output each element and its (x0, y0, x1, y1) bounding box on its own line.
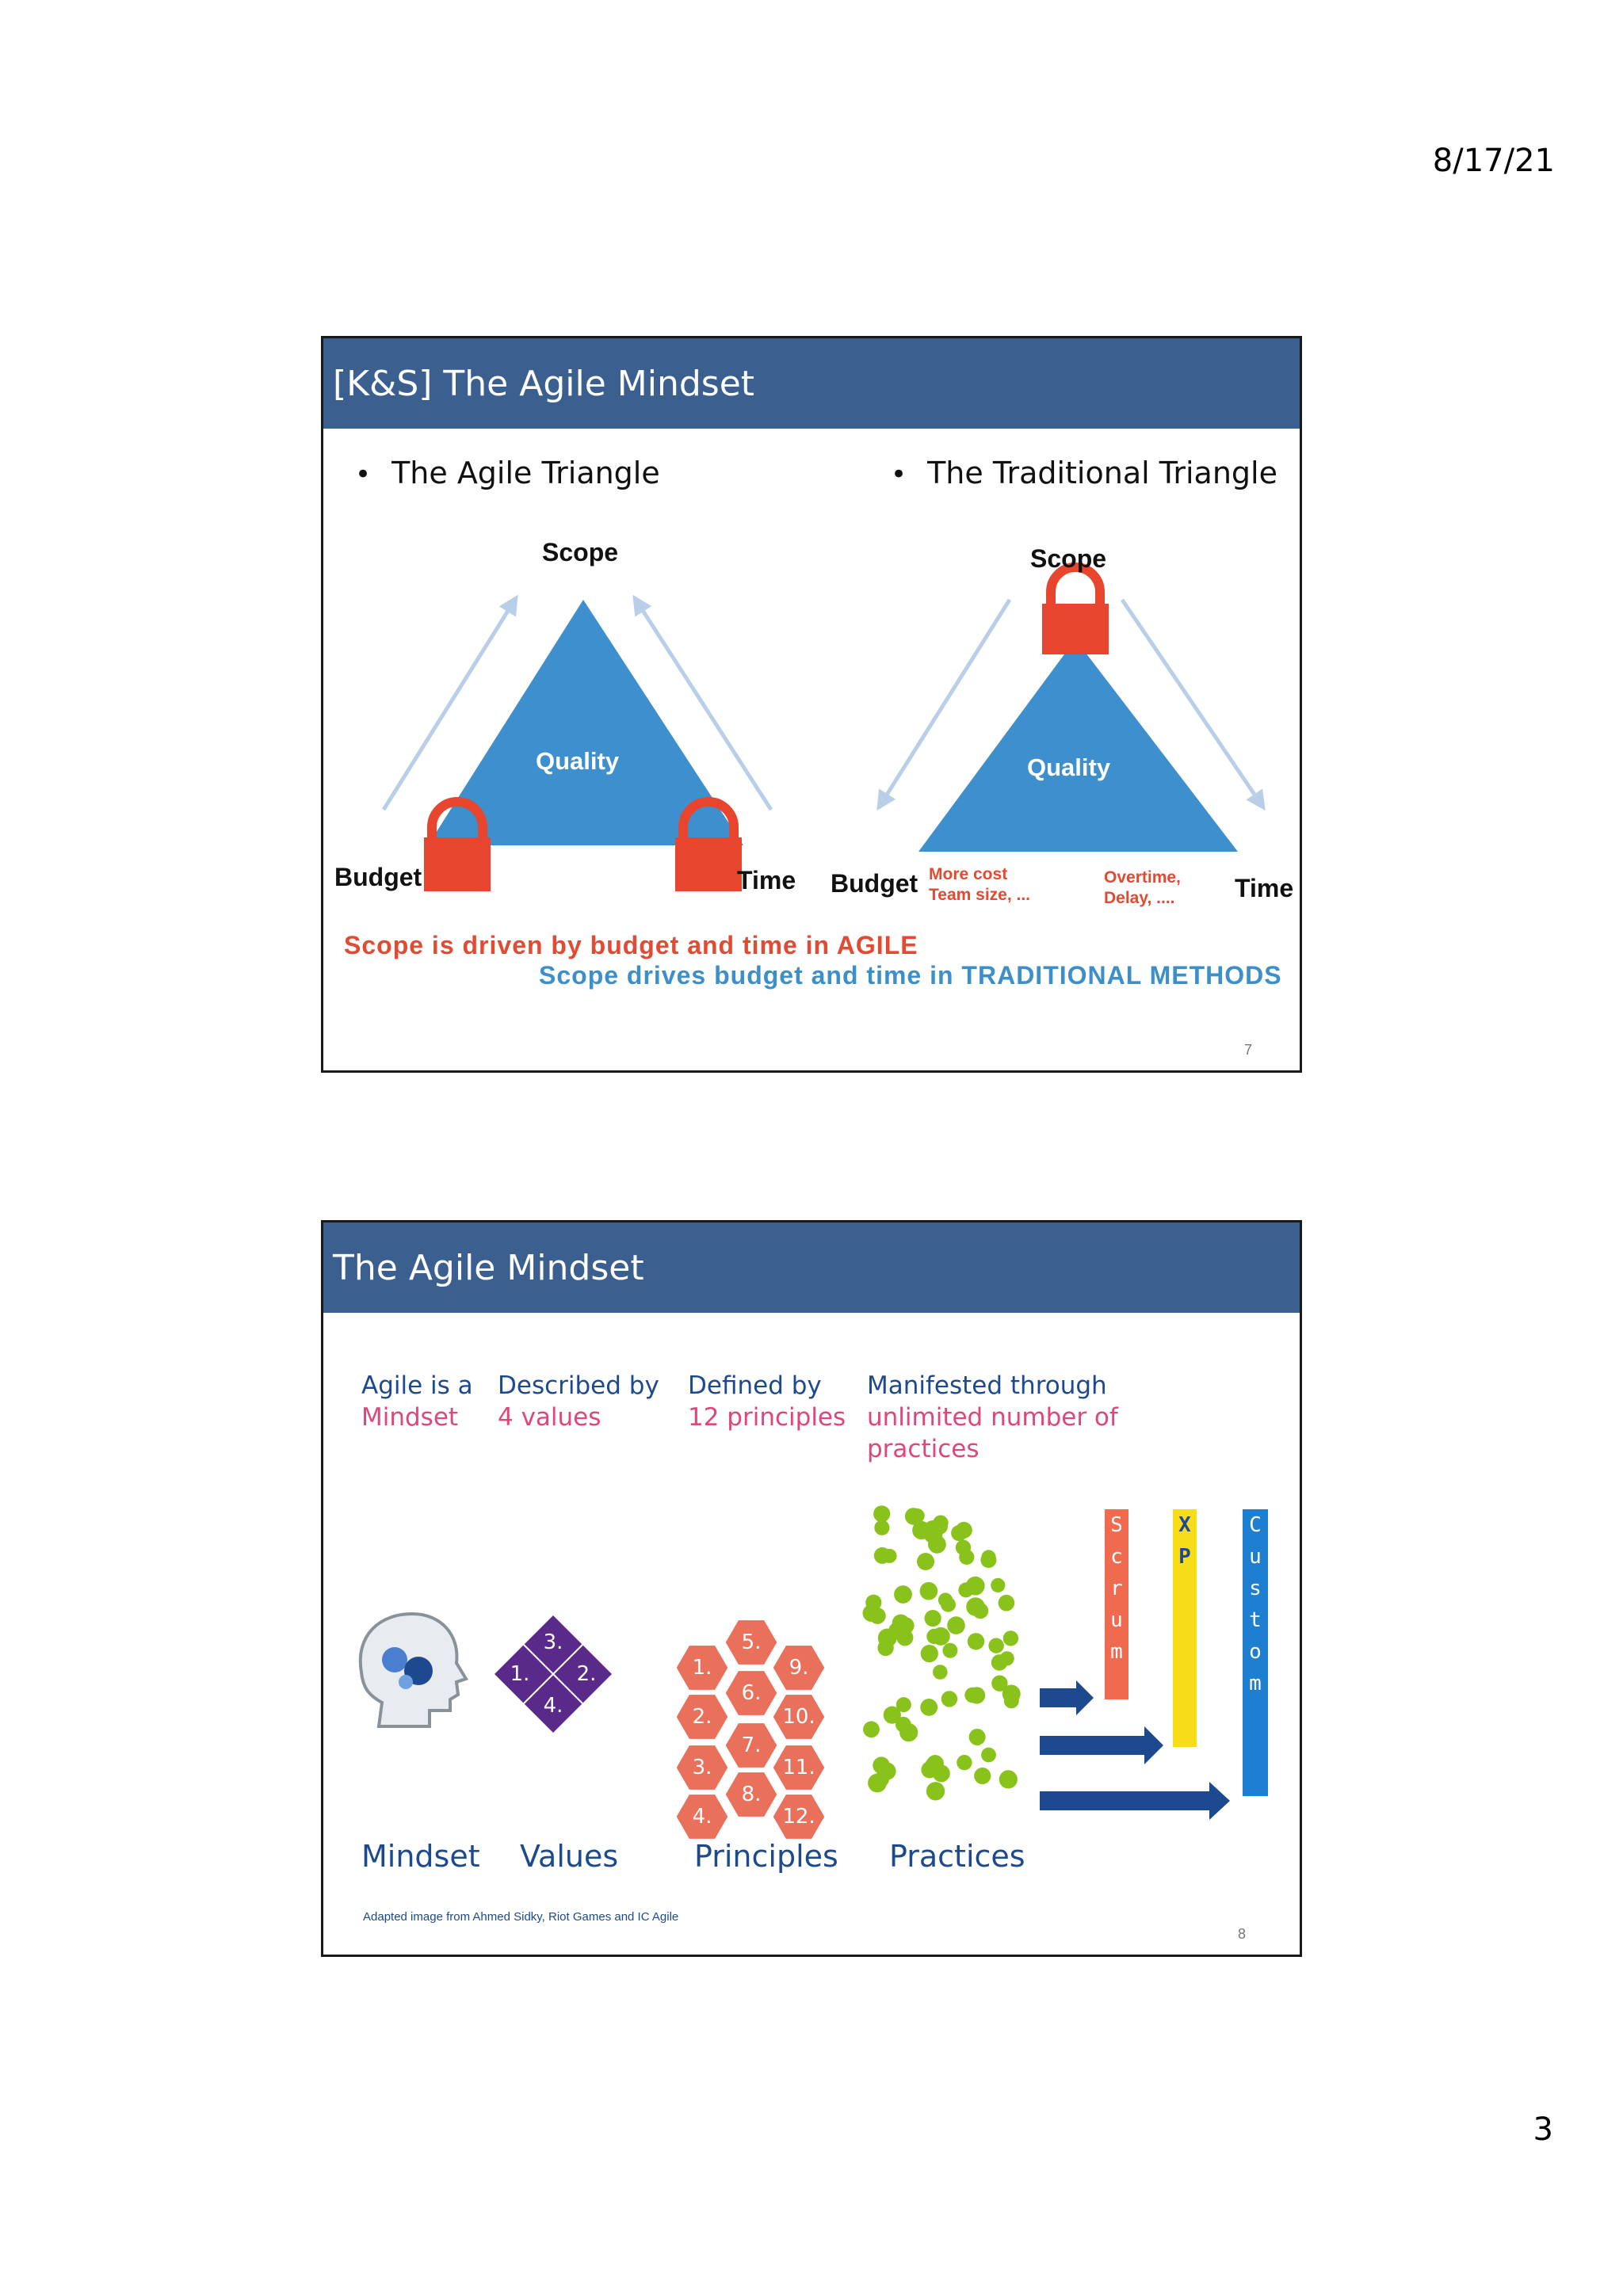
practice-dot (959, 1550, 974, 1565)
value-1: 1. (510, 1662, 530, 1686)
principle-label: 10. (782, 1705, 815, 1729)
practice-dot (938, 1592, 953, 1607)
traditional-scope-label: Scope (1030, 544, 1107, 573)
agile-quality-label: Quality (536, 747, 620, 775)
overtime-note: Overtime, Delay, .... (1104, 868, 1181, 907)
practice-dot (981, 1748, 996, 1763)
practice-dot (896, 1717, 911, 1733)
arrow-right-icon (1040, 1782, 1230, 1820)
practice-dot (863, 1721, 880, 1737)
practice-dot (894, 1585, 912, 1604)
header-values: Described by 4 values (498, 1371, 659, 1432)
header-principles: Defined by 12 principles (688, 1371, 846, 1432)
custom-label (1243, 1509, 1268, 1699)
framework-letter: r (1110, 1577, 1123, 1600)
lock-icon (1042, 567, 1109, 654)
practice-dot (974, 1768, 991, 1784)
principle-label: 12. (782, 1805, 815, 1829)
practice-dot (923, 1520, 942, 1539)
practice-dot (917, 1553, 934, 1570)
principle-label: 3. (692, 1756, 712, 1779)
page-date: 8/17/21 (1432, 143, 1555, 179)
practice-dots-icon (863, 1505, 1021, 1800)
traditional-budget-label: Budget (831, 869, 918, 898)
principle-label: 8. (741, 1783, 762, 1806)
framework-letter: X (1178, 1513, 1191, 1537)
agile-scope-label: Scope (542, 538, 619, 566)
practice-dot (910, 1508, 924, 1523)
practice-dot (964, 1688, 980, 1703)
practice-dot (879, 1763, 896, 1780)
practice-dot (921, 1645, 938, 1662)
framework-letter: u (1110, 1608, 1123, 1632)
practice-dot (988, 1638, 1003, 1653)
principle-label: 5. (741, 1630, 762, 1654)
practice-dot (869, 1608, 886, 1624)
practice-dot (957, 1755, 972, 1770)
practice-dot (874, 1520, 889, 1535)
practice-dot (968, 1633, 984, 1650)
practice-dot (1000, 1651, 1014, 1665)
bullet-traditional-text: The Traditional Triangle (927, 456, 1277, 490)
practice-dot (999, 1595, 1015, 1611)
principle-label: 6. (741, 1681, 762, 1705)
practice-dot (926, 1782, 945, 1800)
header-mindset: Agile is a Mindset (361, 1371, 473, 1432)
agile-time-label: Time (737, 866, 796, 894)
category-values: Values (520, 1839, 619, 1874)
framework-letter: c (1110, 1545, 1123, 1569)
practice-dot (991, 1676, 1007, 1691)
value-3: 3. (543, 1630, 563, 1654)
category-mindset: Mindset (361, 1839, 480, 1874)
practice-dot (920, 1582, 938, 1600)
principle-label: 9. (789, 1656, 809, 1680)
arrow-right-icon (1040, 1726, 1163, 1764)
category-principles: Principles (694, 1839, 838, 1874)
framework-letter: S (1110, 1513, 1123, 1537)
practice-dot (1003, 1630, 1018, 1646)
practice-dot (999, 1770, 1018, 1788)
framework-letter: P (1178, 1545, 1191, 1569)
framework-letter: s (1249, 1577, 1262, 1600)
practice-dot (947, 1616, 965, 1634)
page-number: 3 (1533, 2111, 1553, 2148)
xp-label (1173, 1509, 1197, 1573)
bullet-traditional-triangle: • The Traditional Triangle (891, 456, 1277, 490)
slide-title: The Agile Mindset (333, 1247, 644, 1288)
header-practices: Manifested through unlimited number of practices (867, 1371, 1118, 1463)
image-credit: Adapted image from Ahmed Sidky, Riot Games and IC Agile (363, 1910, 679, 1924)
value-4: 4. (543, 1694, 563, 1718)
framework-letter: t (1249, 1608, 1262, 1632)
practice-dot (920, 1699, 938, 1716)
practice-dot (966, 1597, 985, 1616)
principle-label: 2. (692, 1705, 712, 1729)
practice-dot (980, 1552, 996, 1568)
practice-dot (925, 1610, 941, 1627)
practice-dot (898, 1617, 915, 1634)
value-2: 2. (576, 1662, 597, 1686)
principle-label: 11. (782, 1756, 815, 1779)
traditional-time-label: Time (1235, 874, 1294, 902)
principle-label: 4. (692, 1805, 712, 1829)
slide-number: 8 (1238, 1926, 1247, 1942)
more-cost-note: More cost Team size, ... (929, 865, 1030, 904)
practice-dot (873, 1505, 890, 1522)
slide-number: 7 (1244, 1042, 1253, 1058)
framework-letter: C (1249, 1513, 1262, 1537)
traditional-quality-label: Quality (1027, 753, 1111, 781)
framework-letter: m (1110, 1640, 1123, 1664)
principle-label: 7. (741, 1733, 762, 1757)
practice-dot (942, 1643, 957, 1658)
slide-agile-triangle (321, 336, 1302, 1073)
agile-budget-label: Budget (334, 863, 422, 891)
slide-title: [K&S] The Agile Mindset (333, 363, 755, 404)
traditional-statement: Scope drives budget and time in TRADITIONAL METHODS (539, 961, 1282, 990)
practice-dot (926, 1629, 942, 1645)
practice-dot (951, 1525, 967, 1541)
head-gears-icon (361, 1614, 466, 1726)
category-practices: Practices (889, 1839, 1025, 1874)
practice-dot (1004, 1693, 1019, 1708)
slide-agile-mindset (321, 1220, 1302, 1957)
bullet-agile-triangle: • The Agile Triangle (355, 456, 660, 490)
practice-dot (941, 1691, 957, 1707)
practice-dot (933, 1665, 948, 1680)
bullet-agile-text: The Agile Triangle (391, 456, 660, 490)
practice-dot (969, 1729, 986, 1745)
framework-letter: u (1249, 1545, 1262, 1569)
practice-dot (991, 1578, 1005, 1592)
principle-label: 1. (692, 1656, 712, 1680)
practice-dot (921, 1761, 938, 1778)
practice-dot (874, 1547, 891, 1564)
framework-letter: o (1249, 1640, 1262, 1664)
agile-statement: Scope is driven by budget and time in AGILE (344, 931, 918, 959)
arrow-right-icon (1040, 1680, 1094, 1715)
framework-letter: m (1249, 1672, 1262, 1695)
practice-dot (966, 1577, 985, 1596)
scrum-label (1105, 1509, 1128, 1668)
practice-dot (877, 1640, 893, 1656)
